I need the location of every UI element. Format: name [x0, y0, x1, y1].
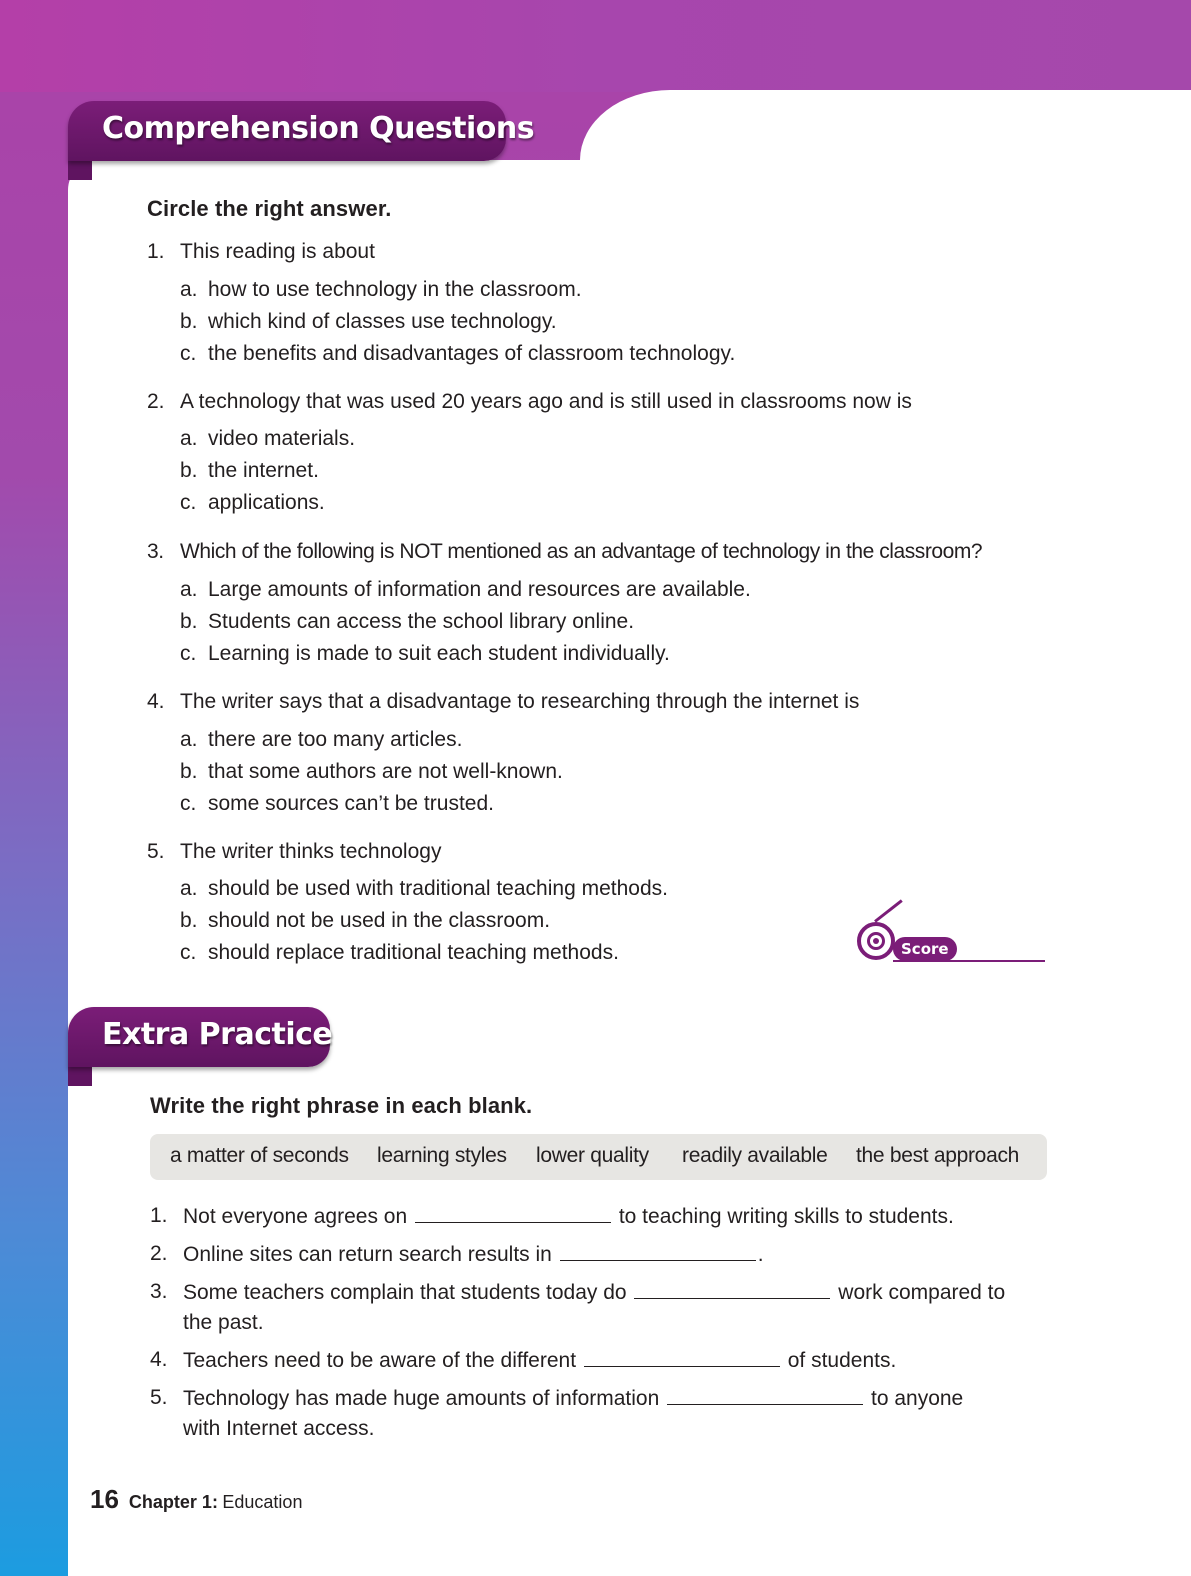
extra-instruction: Write the right phrase in each blank.: [150, 1093, 533, 1118]
item-text-before: Not everyone agrees on: [183, 1205, 408, 1228]
option-text: Students can access the school library online.: [208, 610, 635, 633]
answer-blank[interactable]: [584, 1348, 780, 1367]
answer-blank[interactable]: [560, 1242, 756, 1261]
option-text: should not be used in the classroom.: [208, 909, 551, 932]
word-bank-item: the best approach: [856, 1144, 1020, 1167]
option-text: should be used with traditional teaching methods.: [208, 877, 668, 900]
item-number: 1.: [150, 1204, 168, 1227]
option-letter: c.: [180, 792, 197, 815]
option-letter: b.: [180, 459, 198, 482]
question-number: 3.: [147, 540, 164, 563]
score-box: [857, 918, 1047, 964]
question-number: 1.: [147, 240, 165, 263]
top-color-band: [0, 0, 1191, 92]
option-text: there are too many articles.: [208, 728, 463, 751]
page-footer: [90, 1484, 302, 1515]
option-text: Large amounts of information and resources are available.: [208, 578, 751, 601]
item-text-after: to anyone: [870, 1387, 964, 1410]
option-letter: c.: [180, 491, 197, 514]
question-number: 4.: [147, 690, 165, 713]
score-label: Score: [893, 937, 957, 961]
item-text-before: Online sites can return search results in: [183, 1243, 552, 1266]
extra-practice-header: [68, 1007, 333, 1067]
answer-blank[interactable]: [667, 1386, 863, 1405]
option-text: how to use technology in the classroom.: [208, 278, 582, 301]
question-number: 2.: [147, 390, 165, 413]
option-letter: c.: [180, 642, 197, 665]
option-letter: c.: [180, 941, 197, 964]
item-text-continued: the past.: [183, 1311, 264, 1334]
option-letter: b.: [180, 760, 198, 783]
option-letter: a.: [180, 427, 198, 450]
word-bank-item: readily available: [682, 1144, 828, 1167]
answer-blank[interactable]: [415, 1204, 611, 1223]
item-number: 4.: [150, 1348, 168, 1371]
comprehension-header: [68, 101, 535, 161]
chapter-label: Chapter 1:: [128, 1492, 218, 1512]
target-icon: [857, 922, 895, 960]
item-text-after: to teaching writing skills to students.: [618, 1205, 954, 1228]
question-number: 5.: [147, 840, 165, 863]
item-text-continued: with Internet access.: [183, 1417, 375, 1440]
option-letter: c.: [180, 342, 197, 365]
item-text-after: .: [757, 1243, 764, 1266]
option-letter: b.: [180, 310, 198, 333]
chapter-subject: Education: [222, 1492, 303, 1512]
comprehension-title: Comprehension Questions: [102, 111, 535, 146]
item-number: 2.: [150, 1242, 168, 1265]
option-text: the internet.: [208, 459, 319, 482]
item-text-before: Some teachers complain that students today do: [183, 1281, 627, 1304]
question-text: Which of the following is NOT mentioned as an advantage of technology in the classroom?: [180, 540, 983, 563]
question-text: This reading is about: [180, 240, 375, 263]
item-text-after: of students.: [787, 1349, 897, 1372]
page-number: 16: [90, 1484, 119, 1514]
option-text: applications.: [208, 491, 325, 514]
page-curve-top: [580, 90, 1191, 170]
item-number: 5.: [150, 1386, 168, 1409]
extra-practice-title: Extra Practice: [102, 1017, 333, 1052]
question-text: The writer thinks technology: [180, 840, 442, 863]
option-text: some sources can’t be trusted.: [208, 792, 494, 815]
word-bank-item: a matter of seconds: [170, 1144, 349, 1167]
option-text: the benefits and disadvantages of classroom technology.: [208, 342, 736, 365]
option-text: that some authors are not well-known.: [208, 760, 563, 783]
word-bank-item: lower quality: [536, 1144, 649, 1167]
comprehension-instruction: Circle the right answer.: [147, 196, 392, 221]
option-text: which kind of classes use technology.: [208, 310, 557, 333]
word-bank: [150, 1134, 1047, 1180]
item-text-before: Technology has made huge amounts of information: [183, 1387, 660, 1410]
option-letter: b.: [180, 610, 198, 633]
option-letter: a.: [180, 877, 198, 900]
option-letter: a.: [180, 278, 198, 301]
option-text: video materials.: [208, 427, 356, 450]
question-text: The writer says that a disadvantage to researching through the internet is: [180, 690, 860, 713]
item-number: 3.: [150, 1280, 168, 1303]
word-bank-item: learning styles: [377, 1144, 507, 1167]
option-text: should replace traditional teaching methods.: [208, 941, 619, 964]
item-text-after: work compared to: [838, 1281, 1006, 1304]
answer-blank[interactable]: [634, 1280, 830, 1299]
item-text-before: Teachers need to be aware of the different: [183, 1349, 577, 1372]
option-letter: a.: [180, 728, 198, 751]
question-text: A technology that was used 20 years ago and is still used in classrooms now is: [180, 390, 912, 413]
option-letter: a.: [180, 578, 198, 601]
option-letter: b.: [180, 909, 198, 932]
option-text: Learning is made to suit each student individually.: [208, 642, 670, 665]
